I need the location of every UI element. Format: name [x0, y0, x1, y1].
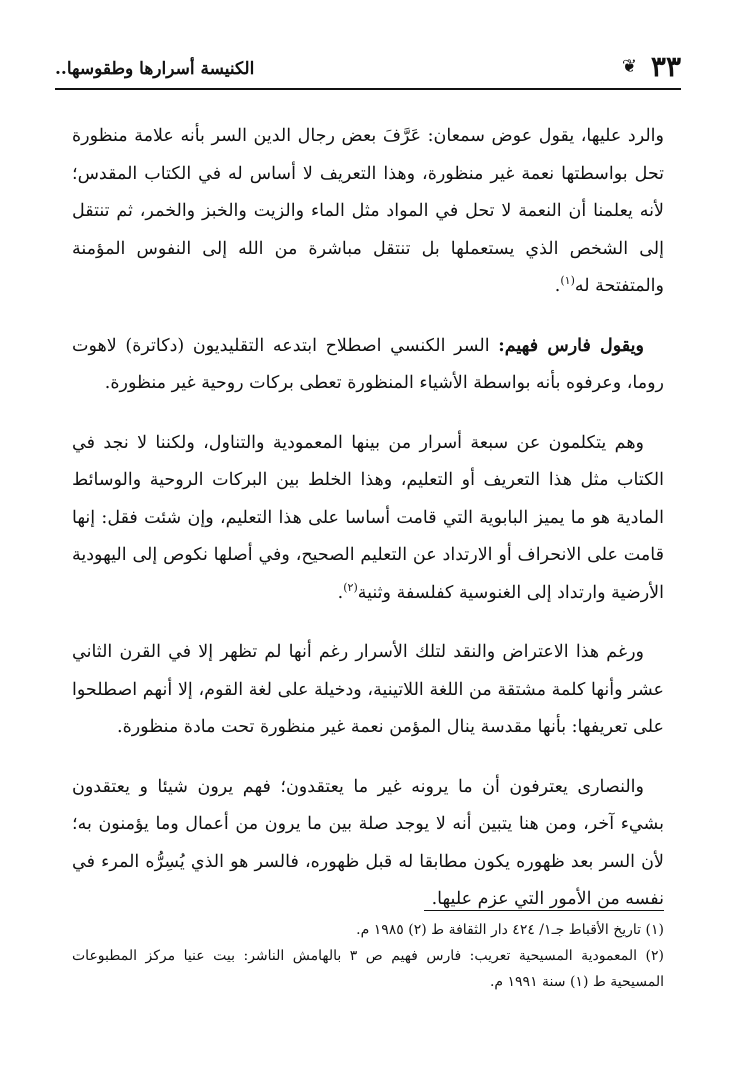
- footnotes: [72, 917, 664, 995]
- footnote: (٢) المعمودية المسيحية تعريب: فارس فهيم ص ٣ بالهامش الناشر: بيت عنيا مركز المطبوعات المسيحية ط (١) سنة ١٩٩١ م.: [72, 948, 664, 990]
- paragraph: ويقول فارس فهيم: السر الكنسي اصطلاح ابتدعه التقليديون (دكاترة) لاهوت روما، وعرفوه بأنه بواسطة الأشياء المنظورة تعطى بركات روحية غير منظورة.: [72, 335, 664, 393]
- paragraph: ورغم هذا الاعتراض والنقد لتلك الأسرار رغم أنها لم تظهر إلا في القرن الثاني عشر وأنها كلمة مشتقة من اللغة اللاتينية، ودخيلة على لغة القوم، إلا أنهم اصطلحوا على تعريفها: بأنها مقدسة ينال المؤمن نعمة غير منظورة تحت مادة منظورة.: [72, 642, 664, 737]
- footnote: (١) تاريخ الأقباط جـ١/ ٤٢٤ دار الثقافة ط (٢) ١٩٨٥ م.: [356, 922, 664, 938]
- footnote-ref: (١): [560, 274, 575, 288]
- footnote-divider: [424, 910, 664, 911]
- body-text: [72, 118, 664, 941]
- speaker-lead: ويقول فارس فهيم:: [498, 335, 644, 356]
- paragraph: وهم يتكلمون عن سبعة أسرار من بينها المعمودية والتناول، ولكننا لا نجد في الكتاب مثل هذا التعريف أو التعليم، وهذا الخلط بين البركات الروحية والوسائط المادية هو ما يميز البابوية التي قامت أساسا على هذا التعليم، وإن شئت فقل: إنها قامت على الانحراف أو الارتداد عن التعليم الصحيح، وفي أصلها نكوص إلى اليهودية الأرضية وارتداد إلى الغنوسية كفلسفة وثنية$^{(٢)}$.: [72, 432, 664, 603]
- paragraph: والنصارى يعترفون أن ما يرونه غير ما يعتقدون؛ فهم يرون شيئا و يعتقدون بشيء آخر، ومن هنا يتبين أنه لا يوجد صلة بين ما يرون من أعمال وما يؤمنون به؛ لأن السر بعد ظهوره يكون مطابقا له قبل ظهوره، فالسر هو الذي يُسِرُّه المرء في نفسه من الأمور التي عزم عليها.: [72, 776, 664, 909]
- page-header: [55, 50, 681, 90]
- ornament-icon: ❦: [621, 56, 637, 77]
- paragraph: والرد عليها، يقول عوض سمعان: عَرَّفَ بعض رجال الدين السر بأنه علامة منظورة تحل بواسطتها نعمة غير منظورة، وهذا التعريف لا أساس له في الكتاب المقدس؛ لأنه يعلمنا أن النعمة لا تحل في المواد مثل الماء والزيت والخبز والخمر، ثم تنتقل إلى الشخص الذي يستعملها بل تنتقل مباشرة من الله إلى النفوس المؤمنة والمتفتحة له$^{(١)}$.: [72, 126, 664, 296]
- footnote-ref: (٢): [343, 580, 358, 594]
- running-title: الكنيسة أسرارها وطقوسها..: [55, 59, 255, 79]
- page-number: ٣٣: [650, 50, 681, 83]
